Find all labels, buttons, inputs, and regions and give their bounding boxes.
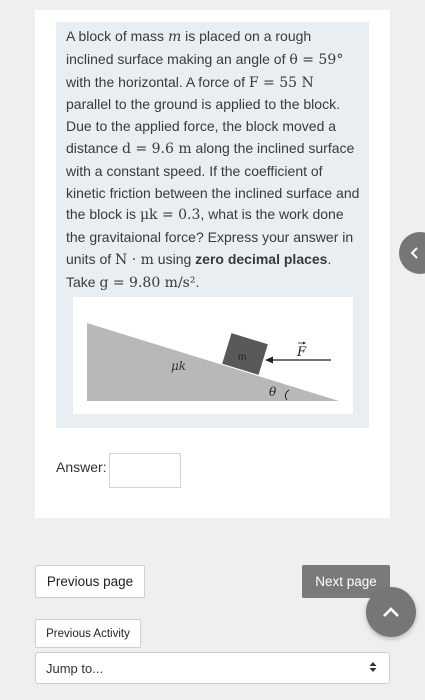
- question-card: [35, 10, 390, 518]
- answer-label: Answer:: [56, 459, 107, 475]
- decimal-instruction: zero decimal places: [195, 250, 328, 267]
- answer-input[interactable]: [109, 453, 181, 488]
- angle-expression: θ = 59°: [289, 51, 344, 68]
- friction-expression: μk = 0.3: [139, 207, 201, 224]
- updown-arrows-icon: [369, 661, 377, 676]
- force-arrowhead: [265, 357, 273, 364]
- next-page-button[interactable]: Next page: [302, 565, 390, 598]
- question-text-part: is placed on a rough inclined surface making an angle of: [66, 28, 312, 67]
- inclined-surface: [87, 323, 339, 401]
- distance-expression: d = 9.6 m: [122, 140, 192, 157]
- angle-label: θ: [269, 385, 277, 399]
- question-text-part: . Take: [66, 250, 332, 290]
- chevron-left-icon: [408, 246, 422, 260]
- chevron-up-icon: [382, 606, 400, 618]
- incline-diagram: [73, 297, 353, 414]
- question-text-part: A block of mass: [66, 28, 168, 44]
- units-expression: N · m: [115, 251, 154, 268]
- previous-page-button[interactable]: Previous page: [35, 565, 145, 598]
- question-text-part: along the inclined surface with a constant speed. If the coefficient of kinetic friction between the inclined surface and the block is: [66, 139, 360, 223]
- jump-to-select[interactable]: [35, 652, 390, 684]
- question-text-part: using: [153, 250, 196, 267]
- jump-to-selected-value: Jump to...: [46, 661, 104, 676]
- block-label: m: [238, 352, 247, 363]
- question-text: [66, 26, 362, 295]
- question-text-part: , what is the work done the gravitaional force? Express your answer in units of: [66, 206, 354, 267]
- friction-label: μk: [171, 359, 187, 373]
- force-label: F: [297, 345, 307, 360]
- question-text-part: parallel to the ground is applied to the block. Due to the applied force, the block moved a distance: [66, 96, 340, 156]
- question-text-part: with the horizontal. A force of: [66, 73, 249, 90]
- previous-activity-button[interactable]: Previous Activity: [35, 619, 141, 648]
- scroll-to-top-button[interactable]: [366, 587, 416, 637]
- question-box: [56, 22, 369, 428]
- drawer-toggle-button[interactable]: [399, 232, 425, 274]
- incline-diagram-svg: [73, 297, 353, 414]
- gravity-expression: g = 9.80 m/s²: [99, 274, 196, 291]
- force-expression: F = 55 N: [248, 74, 314, 91]
- question-text-part: .: [195, 273, 200, 290]
- mass-symbol: m: [167, 29, 182, 45]
